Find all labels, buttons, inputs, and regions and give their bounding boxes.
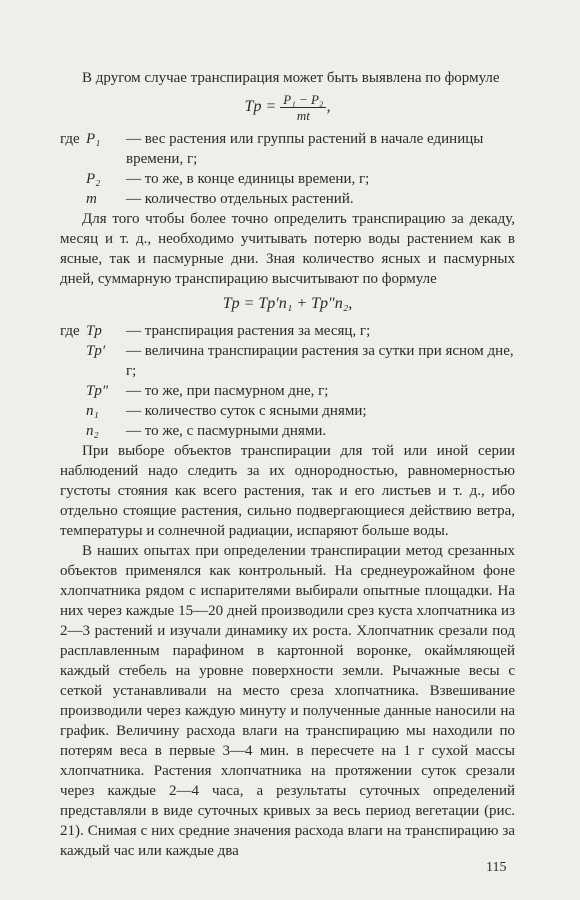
definition-symbol: n₁ — [86, 403, 99, 419]
definition-row — [60, 421, 515, 441]
paragraph-monthly: Для того чтобы более точно определить транспирацию за декаду, месяц и т. д., необходимо учитывать потерю воды растением как в ясные, так и пасмурные дни. Зная количество ясных и пасмурных дней, суммарную транспирацию высчитывают по формуле — [60, 211, 515, 287]
definition-text: — транспирация растения за месяц, г; — [126, 323, 371, 339]
definition-text: — то же, с пасмурными днями. — [126, 423, 327, 439]
definition-symbol: m — [86, 191, 97, 207]
definition-text: — количество отдельных растений. — [126, 191, 354, 207]
paragraph-experiments: В наших опытах при определении транспирации метод срезанных объектов применялся как контрольный. На среднеурожайном фоне хлопчатника рядом с испарителями выбирали опытные площадки. На них через каждые 15—20 дней производили срез куста хлопчатника из 2—3 растений и изучали динамику их роста. Хлопчатник срезали под расплавленным парафином в картонной воронке, окаймляющей каждый стебель на уровне поверхности земли. Рычажные весы с сеткой устанавливали на место среза хлопчатника. Взвешивание производили через каждую минуту и полученные данные наносили на график. Величину расхода влаги на транспирацию мы находили по потерям веса в первые 3—4 мин. в пересчете на 1 г сухой массы хлопчатника. Растения хлопчатника на протяжении суток срезали через каждые 2—4 часа, а результаты суточных определений представляли в виде суточных кривых за весь период вегетации (рис. 21). Снимая с них средние значения расхода влаги на транспирацию за каждый час или каждые два — [60, 543, 515, 859]
definition-symbol: Tp″ — [86, 383, 109, 399]
definition-row — [60, 381, 515, 401]
definition-symbol: n₂ — [86, 423, 99, 439]
formula-lhs: Tp = — [244, 98, 277, 116]
paragraph-intro: В другом случае транспирация может быть выявлена по формуле — [82, 70, 500, 86]
definition-row — [60, 169, 515, 189]
definitions-1 — [60, 129, 515, 209]
definition-text: — величина транспирации растения за сутки при ясном дне, г; — [126, 343, 514, 379]
definition-text: — вес растения или группы растений в начале единицы времени, г; — [126, 131, 484, 167]
page-content — [60, 68, 515, 861]
definition-symbol: P₂ — [86, 171, 101, 187]
definition-symbol: Tp′ — [86, 343, 106, 359]
definition-text: — то же, в конце единицы времени, г; — [126, 171, 370, 187]
formula-tail: , — [326, 98, 331, 116]
definition-row — [60, 341, 515, 381]
definition-lead — [60, 169, 86, 189]
paragraph-selection: При выборе объектов транспирации для той или иной серии наблюдений надо следить за их однородностью, равномерностью густоты стояния как всего растения, так и его листьев и т. д., ибо отдельно стоящие растения, сильно подвергающиеся действию ветра, температуры и солнечной радиации, испаряют больше воды. — [60, 443, 515, 539]
definitions-2 — [60, 321, 515, 441]
definition-row — [60, 189, 515, 209]
formula-denominator: mt — [296, 108, 310, 123]
formula-fraction — [280, 92, 326, 123]
definition-lead — [60, 189, 86, 209]
definition-symbol: Tp — [86, 323, 102, 339]
definition-row — [60, 321, 515, 341]
formula-monthly: Tp = Tp′n₁ + Tp″n₂, — [222, 295, 353, 312]
definition-text: — количество суток с ясными днями; — [126, 403, 367, 419]
definition-text: — то же, при пасмурном дне, г; — [126, 383, 329, 399]
definition-row — [60, 129, 515, 169]
formula-numerator: P₁ − P₂ — [280, 92, 326, 108]
definition-row — [60, 401, 515, 421]
definition-lead — [60, 421, 86, 441]
definition-lead — [60, 381, 86, 401]
definition-lead — [60, 341, 86, 381]
definition-lead — [60, 401, 86, 421]
page-number: 115 — [486, 860, 507, 875]
definition-lead: где — [60, 323, 80, 339]
formula-transpiration — [60, 92, 515, 123]
definition-lead: где — [60, 131, 80, 147]
definition-symbol: P₁ — [86, 131, 101, 147]
